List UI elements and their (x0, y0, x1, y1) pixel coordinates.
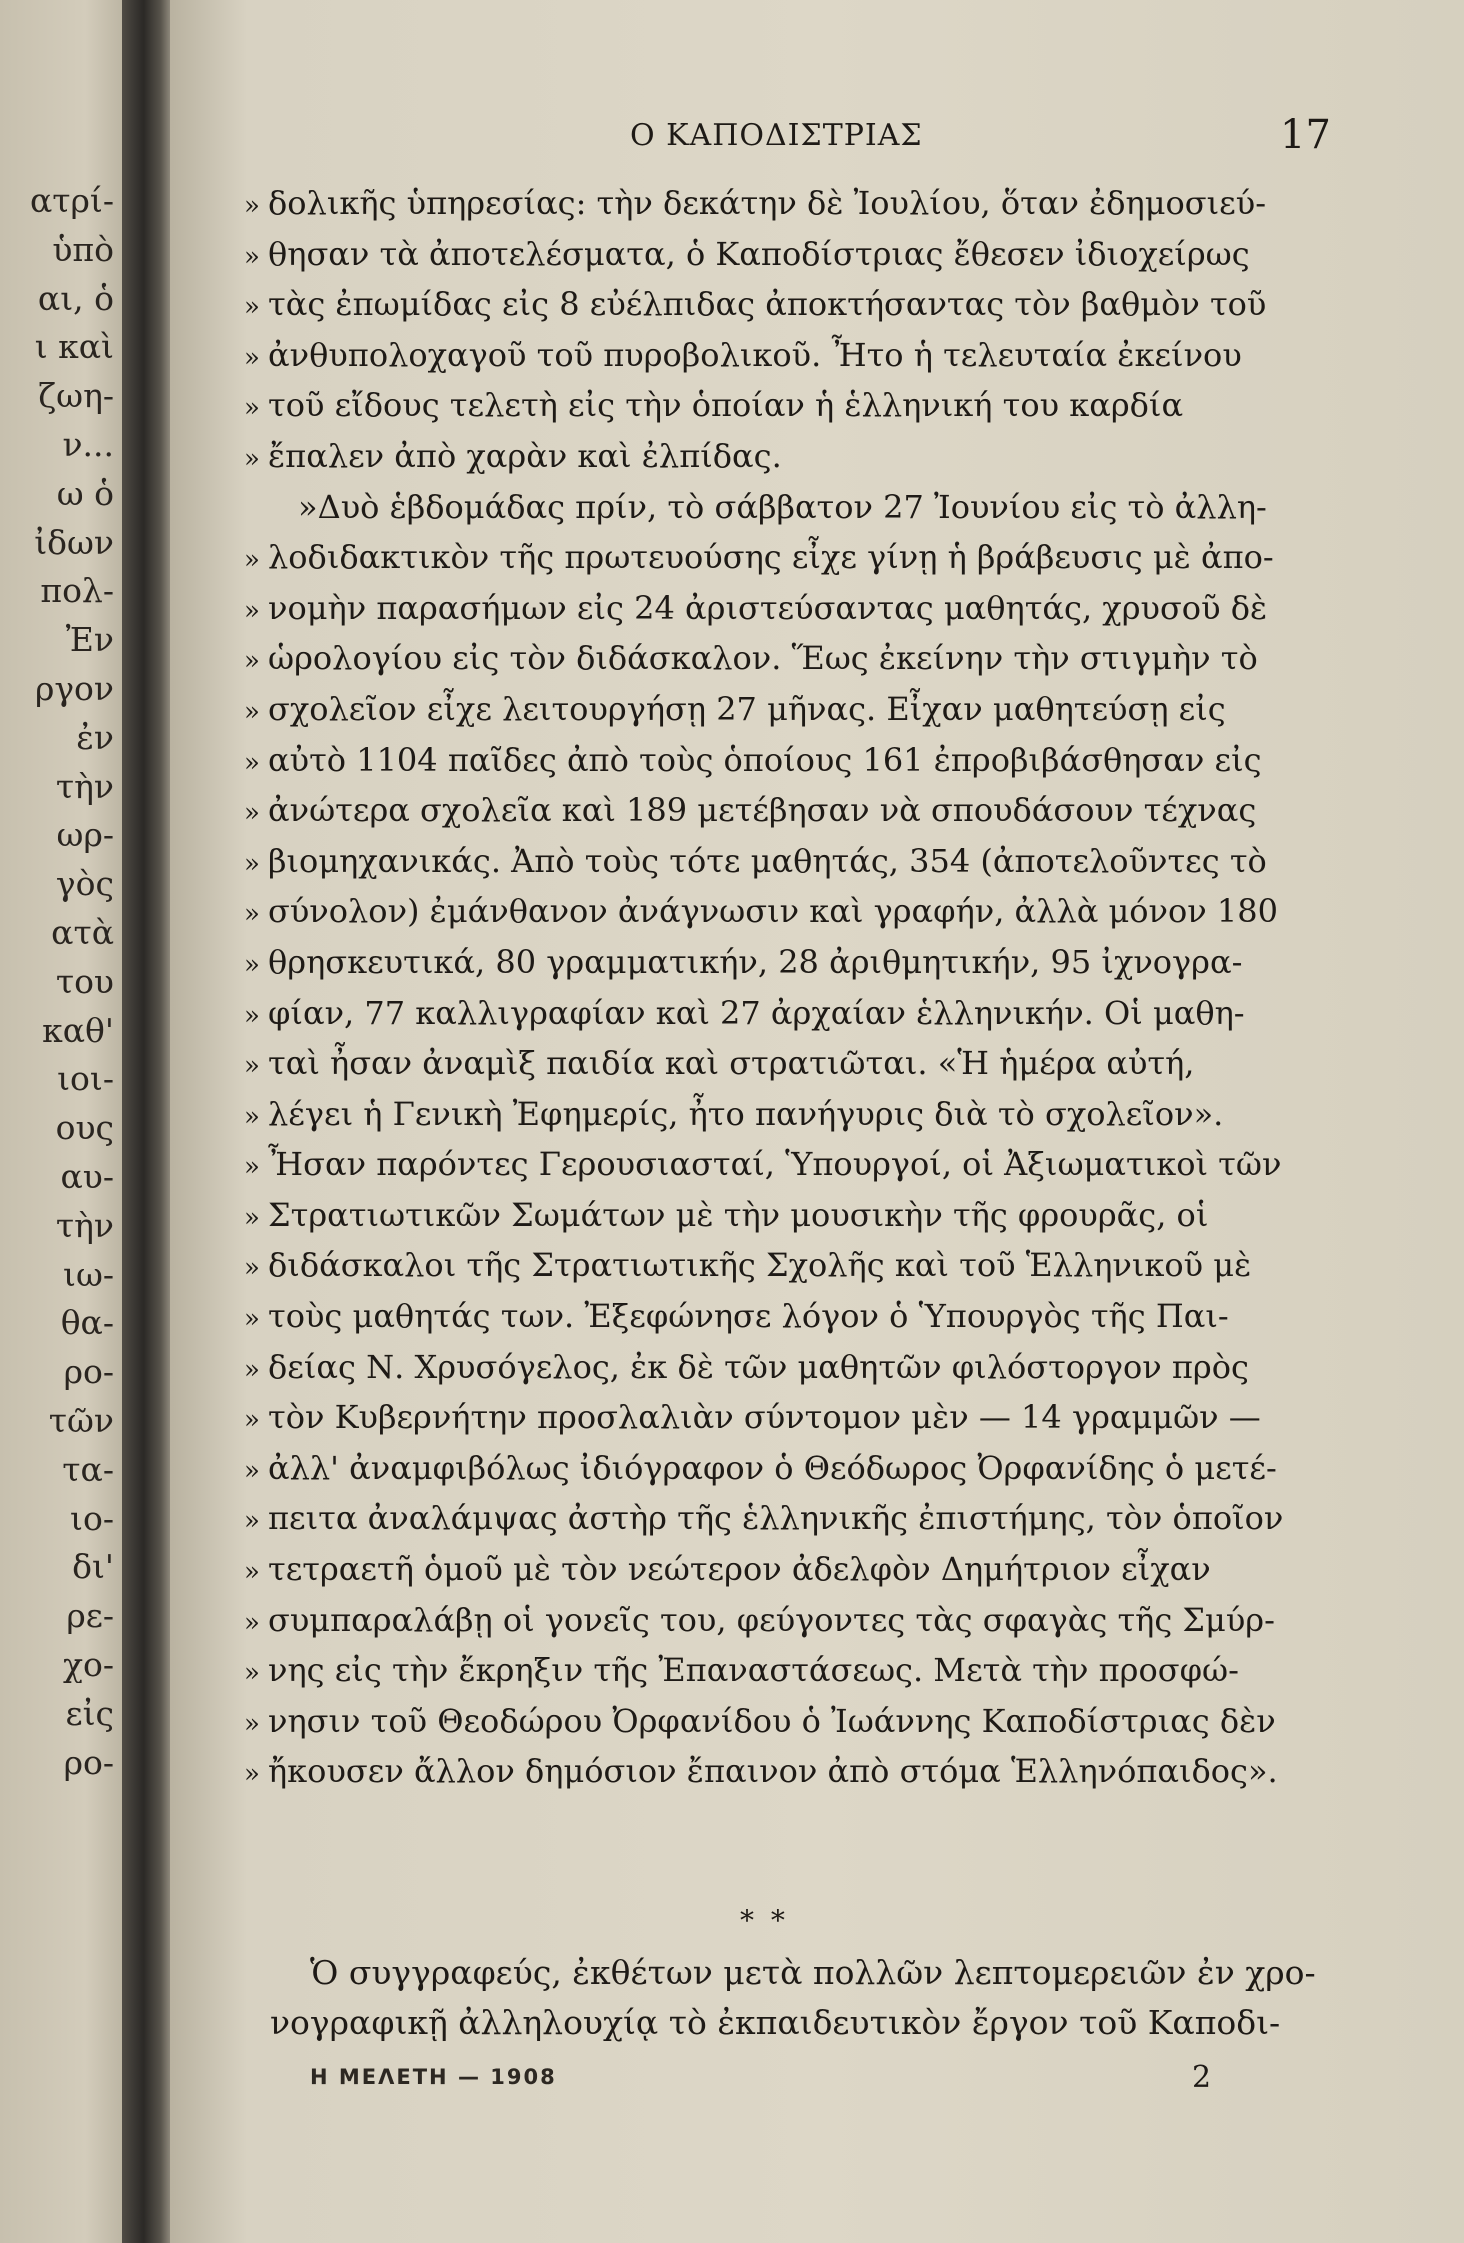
line-text: τὰς ἐπωμίδας εἰς 8 εὐέλπιδας ἀποκτήσαντας τὸν βαθμὸν τοῦ (268, 285, 1267, 324)
text-line (240, 229, 1340, 280)
text-line (240, 1038, 1340, 1089)
text-line (240, 1190, 1340, 1241)
quote-mark: » (244, 595, 260, 626)
text-line (240, 330, 1340, 381)
line-text: τοῦ εἴδους τελετὴ εἰς τὴν ὁποίαν ἡ ἑλληνική του καρδία (268, 386, 1184, 425)
facing-page-line: τὴν (55, 768, 114, 805)
facing-page-line: γὸς (55, 866, 114, 903)
facing-page-line: αι, ὁ (37, 280, 114, 317)
quote-mark: » (244, 1202, 260, 1233)
line-text: Ἦσαν παρόντες Γερουσιασταί, Ὑπουργοί, οἱ Ἀξιωματικοὶ τῶν (268, 1145, 1282, 1184)
text-line (240, 735, 1340, 786)
line-text: Στρατιωτικῶν Σωμάτων μὲ τὴν μουσικὴν τῆς φρουρᾶς, οἱ (268, 1195, 1209, 1234)
quote-mark: » (244, 1557, 260, 1588)
facing-page-line: δι' (72, 1549, 114, 1586)
facing-page-fragment (0, 0, 122, 2243)
text-line (240, 633, 1340, 684)
line-text: ὡρολογίου εἰς τὸν διδάσκαλον. Ἕως ἐκείνην τὴν στιγμὴν τὸ (268, 639, 1258, 678)
line-text: ἀνθυπολοχαγοῦ τοῦ πυροβολικοῦ. Ἦτο ἡ τελευταία ἐκείνου (268, 335, 1242, 374)
line-text: δολικῆς ὑπηρεσίας: τὴν δεκάτην δὲ Ἰουλίου, ὅταν ἐδημοσιεύ- (268, 184, 1266, 222)
line-text: αὐτὸ 1104 παῖδες ἀπὸ τοὺς ὁποίους 161 ἐπροβιβάσθησαν εἰς (268, 740, 1262, 779)
text-line (240, 1696, 1340, 1747)
facing-page-line: του (55, 963, 114, 1000)
quote-mark: » (244, 1354, 260, 1385)
line-text: πειτα ἀναλάμψας ἀστὴρ τῆς ἑλληνικῆς ἐπιστήμης, τὸν ὁποῖον (268, 1499, 1284, 1538)
text-line (240, 178, 1340, 229)
text-line (240, 1443, 1340, 1494)
text-line (240, 482, 1340, 533)
quote-mark: » (244, 1253, 260, 1284)
quote-mark: » (244, 393, 260, 424)
facing-page-line: ιο- (70, 1500, 114, 1537)
facing-page-line: ωρ- (56, 817, 114, 854)
line-text: συμπαραλάβῃ οἱ γονεῖς του, φεύγοντες τὰς σφαγὰς τῆς Σμύρ- (268, 1600, 1275, 1639)
quote-mark: » (244, 1759, 260, 1790)
text-line (240, 1342, 1340, 1393)
quote-mark: » (244, 1506, 260, 1537)
text-line (240, 1493, 1340, 1544)
facing-page-line: εἰς (65, 1695, 114, 1732)
line-text: βιομηχανικάς. Ἀπὸ τοὺς τότε μαθητάς, 354 (ἀποτελοῦντες τὸ (268, 841, 1267, 880)
text-line (240, 988, 1340, 1039)
quote-mark: » (244, 1607, 260, 1638)
quote-mark: » (244, 191, 260, 221)
text-line (240, 532, 1340, 583)
quote-mark: » (244, 1000, 260, 1031)
facing-page-line: καθ' (42, 1012, 114, 1049)
line-text: φίαν, 77 καλλιγραφίαν καὶ 27 ἀρχαίαν ἑλληνικήν. Οἱ μαθη- (268, 993, 1245, 1032)
quote-mark: » (244, 798, 260, 829)
line-text: τοὺς μαθητάς των. Ἐξεφώνησε λόγον ὁ Ὑπουργὸς τῆς Παι- (268, 1297, 1229, 1336)
quote-mark: » (244, 848, 260, 879)
line-text: ἔπαλεν ἀπὸ χαρὰν καὶ ἐλπίδας. (268, 436, 782, 475)
facing-page-line: ν... (62, 427, 114, 463)
text-line (240, 836, 1340, 887)
facing-page-line: χο- (62, 1647, 114, 1683)
line-text: νησιν τοῦ Θεοδώρου Ὀρφανίδου ὁ Ἰωάννης Καποδίστριας δὲν (268, 1701, 1276, 1740)
quote-mark: » (244, 342, 260, 373)
line-text: τετραετῆ ὁμοῦ μὲ τὸν νεώτερον ἀδελφὸν Δημήτριον εἶχαν (268, 1550, 1211, 1589)
text-line (240, 684, 1340, 735)
running-head: Ο ΚΑΠΟΔΙΣΤΡΙΑΣ (630, 118, 923, 153)
line-text: ἀλλ' ἀναμφιβόλως ἰδιόγραφον ὁ Θεόδωρος Ὀρφανίδης ὁ μετέ- (268, 1448, 1277, 1487)
text-line (240, 1544, 1340, 1595)
facing-page-line: ιω- (63, 1256, 114, 1293)
quote-mark: » (244, 1658, 260, 1689)
facing-page-line: ὑπὸ (52, 231, 114, 268)
facing-page-line: θα- (60, 1305, 114, 1342)
facing-page-line: ρο- (63, 1354, 114, 1391)
facing-page-line: ζωη- (38, 378, 114, 415)
text-line (240, 279, 1340, 330)
facing-page-line: ω ὁ (56, 475, 114, 512)
line-text: ταὶ ἦσαν ἀναμὶξ παιδία καὶ στρατιῶται. «Ἡ ἡμέρα αὐτή, (268, 1044, 1195, 1083)
text-line (240, 937, 1340, 988)
facing-page-line: ους (55, 1110, 114, 1147)
quote-mark: » (244, 545, 260, 576)
text-line (240, 1595, 1340, 1646)
line-text: λέγει ἡ Γενικὴ Ἐφημερίς, ἦτο πανήγυρις διὰ τὸ σχολεῖον». (268, 1094, 1224, 1133)
facing-page-line: τὴν (55, 1207, 114, 1244)
text-line (240, 380, 1340, 431)
line-text: θησαν τὰ ἀποτελέσματα, ὁ Καποδίστριας ἔθεσεν ἰδιοχείρως (268, 234, 1250, 273)
facing-page-line: Ἐν (65, 622, 114, 659)
facing-page-line: αυ- (60, 1159, 114, 1195)
footer-sheet-number: 2 (1192, 2060, 1212, 2095)
line-text: νης εἰς τὴν ἔκρηξιν τῆς Ἐπαναστάσεως. Μετὰ τὴν προσφώ- (268, 1651, 1239, 1690)
facing-page-line: ρο- (63, 1744, 114, 1781)
facing-page-line: τῶν (48, 1403, 114, 1439)
quote-mark: » (244, 899, 260, 930)
text-line (240, 1645, 1340, 1696)
line-text: σύνολον) ἐμάνθανον ἀνάγνωσιν καὶ γραφήν, ἀλλὰ μόνον 180 (268, 892, 1278, 931)
line-text: ἤκουσεν ἄλλον δημόσιον ἔπαινον ἀπὸ στόμα Ἑλληνόπαιδος». (268, 1752, 1278, 1791)
quote-mark: » (244, 1152, 260, 1183)
line-text: ἀνώτερα σχολεῖα καὶ 189 μετέβησαν νὰ σπουδάσουν τέχνας (268, 791, 1257, 830)
quote-mark: » (244, 1304, 260, 1335)
quote-mark: » (244, 747, 260, 778)
quote-mark: » (244, 1405, 260, 1436)
line-text: θρησκευτικά, 80 γραμματικήν, 28 ἀριθμητικήν, 95 ἰχνογρα- (268, 942, 1243, 981)
line-text: »Δυὸ ἑβδομάδας πρίν, τὸ σάββατον 27 Ἰουνίου εἰς τὸ ἀλλη- (298, 487, 1267, 526)
text-line (240, 1240, 1340, 1291)
facing-page-line: ατρί- (29, 183, 114, 219)
quote-mark: » (244, 949, 260, 980)
line-text: δείας Ν. Χρυσόγελος, ἐκ δὲ τῶν μαθητῶν φιλόστοργον πρὸς (268, 1347, 1249, 1386)
quote-mark: » (244, 696, 260, 727)
facing-page-line: ἰδων (34, 524, 114, 561)
text-line (240, 1089, 1340, 1140)
line-text: τὸν Κυβερνήτην προσλαλιὰν σύντομον μὲν — 14 γραμμῶν — (268, 1398, 1261, 1437)
book-page (170, 0, 1464, 2243)
facing-page-line: ργον (34, 671, 114, 707)
text-line (240, 785, 1340, 836)
quote-mark: » (244, 1051, 260, 1082)
closing-line-2: νογραφικῇ ἀλληλουχίᾳ τὸ ἐκπαιδευτικὸν ἔργον τοῦ Καποδι- (270, 2003, 1281, 2042)
footer-signature: Η ΜΕΛΕΤΗ — 1908 (310, 2065, 557, 2089)
section-ornament: * * (740, 1904, 789, 1937)
line-text: νομὴν παρασήμων εἰς 24 ἀριστεύσαντας μαθητάς, χρυσοῦ δὲ (268, 588, 1268, 627)
text-line (240, 1746, 1340, 1797)
closing-line-1: Ὁ συγγραφεύς, ἐκθέτων μετὰ πολλῶν λεπτομερειῶν ἐν χρο- (310, 1953, 1316, 1992)
quote-mark: » (244, 1455, 260, 1486)
body-text (240, 178, 1340, 1797)
quote-mark: » (244, 241, 260, 272)
quote-mark: » (244, 1708, 260, 1739)
book-gutter (122, 0, 170, 2243)
facing-page-line: ιοι- (57, 1061, 114, 1098)
facing-page-line: ἐν (76, 719, 114, 756)
text-line (240, 1139, 1340, 1190)
facing-page-line: ι καὶ (34, 329, 114, 366)
text-line (240, 1291, 1340, 1342)
text-line (240, 1392, 1340, 1443)
line-text: σχολεῖον εἶχε λειτουργήσῃ 27 μῆνας. Εἶχαν μαθητεύσῃ εἰς (268, 689, 1226, 728)
facing-page-line: πολ- (40, 573, 114, 610)
quote-mark: » (244, 646, 260, 677)
line-text: διδάσκαλοι τῆς Στρατιωτικῆς Σχολῆς καὶ τοῦ Ἑλληνικοῦ μὲ (268, 1246, 1252, 1285)
page-number: 17 (1280, 112, 1331, 158)
facing-page-line: ατὰ (51, 915, 114, 951)
facing-page-line: τα- (62, 1451, 114, 1488)
quote-mark: » (244, 292, 260, 323)
text-line (240, 583, 1340, 634)
text-line (240, 886, 1340, 937)
quote-mark: » (244, 1101, 260, 1132)
text-line (240, 431, 1340, 482)
quote-mark: » (244, 443, 260, 474)
line-text: λοδιδακτικὸν τῆς πρωτευούσης εἶχε γίνῃ ἡ βράβευσις μὲ ἀπο- (268, 538, 1274, 577)
facing-page-line: ρε- (66, 1598, 114, 1635)
